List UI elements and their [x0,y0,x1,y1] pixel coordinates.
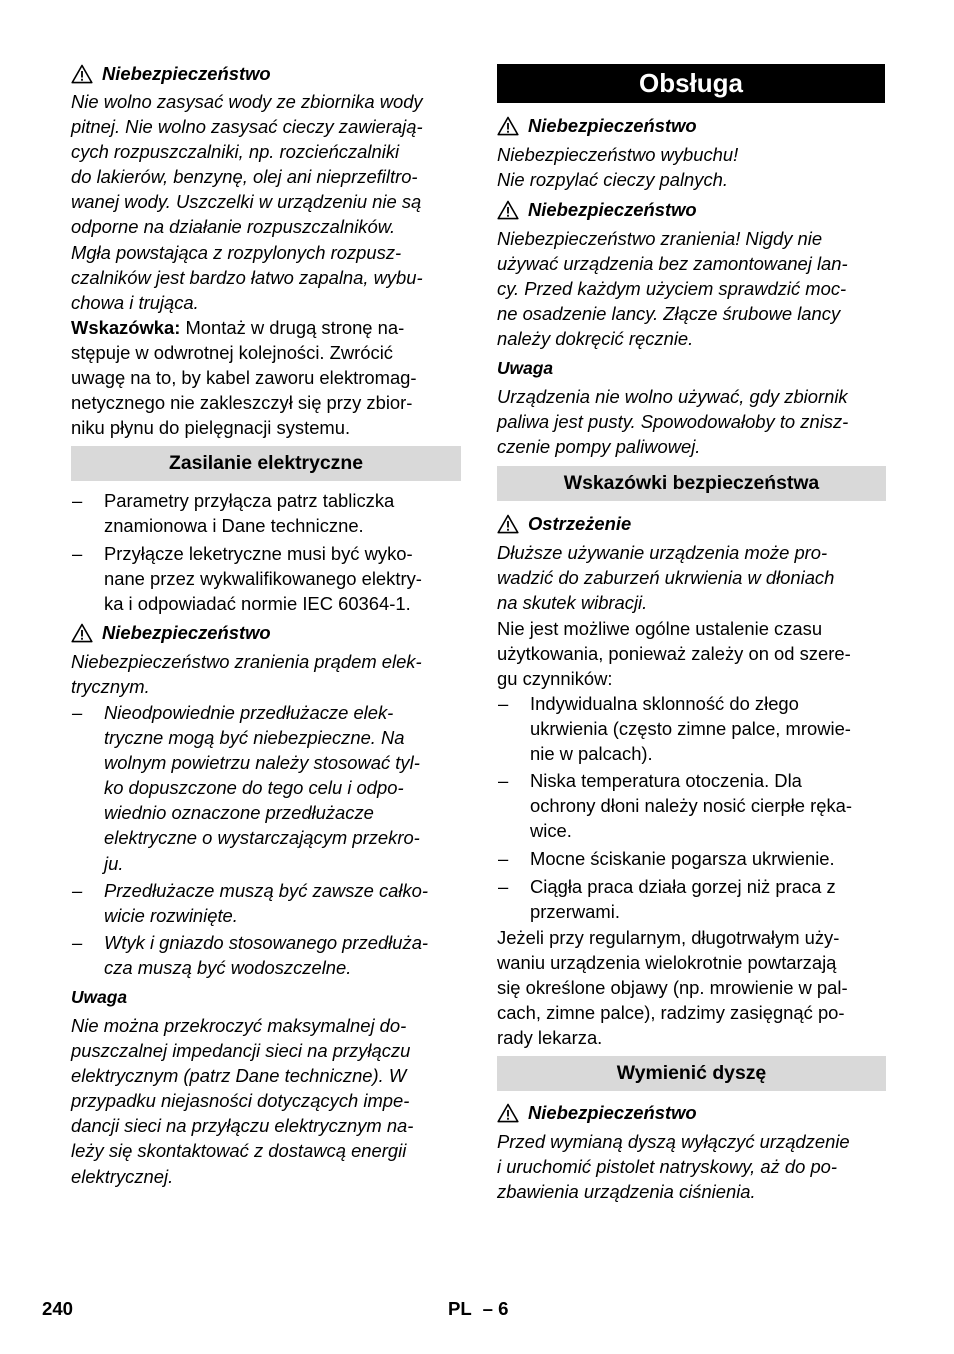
list-item [497,846,887,871]
list-bullet: – [72,490,83,511]
list-item [71,930,461,980]
text-line: ukrwienia (często zimne palce, mrowie- [530,718,851,740]
text-line: chowa i trująca. [71,291,199,313]
warning-triangle-icon [71,64,93,84]
text-line: cza muszą być wodoszczelne. [104,956,352,978]
text-line: cych rozpuszczalniki, np. rozcieńczalniki [71,141,400,163]
text-line: Jeżeli przy regularnym, długotrwałym uży- [497,927,840,948]
text-line: się określone objawy (np. mrowienie w pal- [497,977,848,999]
text-line: ochrony dłoni należy nosić cierpłe ręka- [530,795,852,817]
text-line: Przyłącze leketryczne musi być wyko- [104,543,413,565]
text-line: wice. [530,820,572,842]
text-line: czenie pompy paliwowej. [497,436,701,458]
warning-heading [497,1100,697,1125]
text-line: Nie rozpylać cieczy palnych. [497,169,728,191]
text-line: Indywidualna sklonność do złego [530,693,799,714]
text-line: Niebezpieczeństwo zranienia! Nigdy nie [497,228,823,249]
note-paragraph [71,315,461,440]
language-code: PL [448,1298,472,1319]
text-line: czalników jest bardzo łatwo zapalna, wybu- [71,266,423,288]
list-bullet: – [498,770,509,792]
text-line: elektryczne o wystarczającym przekro- [104,827,420,849]
text-line: Parametry przyłącza patrz tabliczka [104,490,395,511]
text-line: i uruchomić pistolet natryskowy, aż do po- [497,1156,838,1178]
text-line: trycznym. [71,676,150,698]
text-line: Nie jest możliwe ogólne ustalenie czasu [497,618,823,639]
text-line: nie w palcach). [530,743,653,765]
warning-text [497,540,887,615]
text-line: Niebezpieczeństwo zranienia prądem elek- [71,651,422,672]
text-line: pitnej. Nie wolno zasysać cieczy zawierają- [71,116,423,138]
warning-label: Niebezpieczeństwo [102,63,271,84]
text-line: rady lekarza. [497,1027,603,1049]
safety-list [497,691,887,924]
list-bullet: – [498,693,509,714]
page-number: 240 [42,1298,74,1319]
list-bullet: – [72,702,83,723]
text-line: Wtyk i gniazdo stosowanego przedłuża- [104,931,429,953]
warning-label: Ostrzeżenie [528,513,632,534]
note-label: Wskazówka: [71,317,181,338]
text-line: używać urządzenia bez zamontowanej lan- [497,253,848,275]
section-heading-nozzle: Wymienić dyszę [497,1056,886,1091]
text-line: Niebezpieczeństwo wybuchu! [497,144,739,165]
text-line: elektrycznej. [71,1165,174,1187]
text-line: tryczne mogą być niebezpieczne. Na [104,727,405,749]
text-line: paliwa jest pusty. Spowodowałoby to znisz- [497,411,849,433]
body-paragraph [497,925,887,1050]
text-line: użytkowania, ponieważ zależy on od szere- [497,643,851,665]
text-line: Niska temperatura otoczenia. Dla [530,770,802,792]
text-line: przypadku niejasności dotyczących impe- [71,1090,410,1112]
text-line: ka i odpowiadać normie IEC 60364-1. [104,593,411,615]
text-line: należy dokręcić ręcznie. [497,328,694,350]
text-line: niku płynu do pielęgnacji systemu. [71,417,351,439]
text-line: Przedłużacze muszą być zawsze całko- [104,879,429,901]
text-line: Mgła powstająca z rozpylonych rozpusz- [71,241,402,263]
text-line: Nie można przekroczyć maksymalnej do- [71,1015,407,1036]
list-item [497,691,887,766]
text-line: nane przez wykwalifikowanego elektry- [104,568,422,590]
list-bullet: – [498,875,509,897]
list-bullet: – [72,879,83,901]
list-bullet: – [72,543,83,565]
text-line: cy. Przed każdym użyciem sprawdzić moc- [497,278,847,300]
list-bullet: – [72,931,83,953]
text-line: Dłuższe używanie urządzenia może pro- [497,542,828,563]
text-line: Nieodpowiednie przedłużacze elek- [104,702,394,723]
text-line: Urządzenia nie wolno używać, gdy zbiornik [497,386,848,407]
text-line: wicie rozwinięte. [104,904,238,926]
warning-label: Niebezpieczeństwo [528,199,697,220]
text-line: przerwami. [530,900,620,922]
text-line: ko dopuszczone do tego celu i odpo- [104,777,404,799]
text-line: zbawienia urządzenia ciśnienia. [497,1181,756,1203]
list-bullet: – [498,847,509,869]
text-line: elektrycznym (patrz Dane techniczne). W [71,1065,407,1087]
footer-language [448,1297,508,1321]
warning-label: Niebezpieczeństwo [528,1102,697,1123]
chapter-title: Obsługa [497,64,885,103]
text-line: wadzić do zaburzeń ukrwienia w dłoniach [497,567,835,589]
list-item [71,541,461,616]
section-heading-safety: Wskazówki bezpieczeństwa [497,466,886,501]
warning-triangle-icon [497,514,519,534]
text-line: gu czynników: [497,668,613,690]
text-line: wolnym powietrzu należy stosować tyl- [104,752,420,774]
caution-text [71,1013,461,1189]
text-line: ne osadzenie lancy. Złącze śrubowe lancy [497,303,841,325]
warning-heading [497,197,697,222]
warning-text [497,226,887,351]
list-item [71,488,461,538]
text-line: wiednio oznaczone przedłużacze [104,802,374,824]
text-line: Nie wolno zasysać wody ze zbiornika wody [71,91,423,112]
page-reference: – 6 [482,1298,509,1319]
text-line: Przed wymianą dyszą wyłączyć urządzenie [497,1131,850,1152]
text-line: Mocne ściskanie pogarsza ukrwienie. [530,847,835,869]
warning-text [497,1129,887,1204]
warning-label: Niebezpieczeństwo [528,115,697,136]
warning-triangle-icon [497,1103,519,1123]
text-line: cach, zimne palce), radzimy zasięgnąć po- [497,1002,845,1024]
warning-triangle-icon [497,200,519,220]
text-line: stępuje w odwrotnej kolejności. Zwrócić [71,342,393,364]
text-line: wanej wody. Uszczelki w urządzeniu nie są [71,191,422,213]
caution-text [497,384,887,459]
body-paragraph [497,616,887,691]
section-heading-power: Zasilanie elektryczne [71,446,461,481]
list-item [71,878,461,928]
text-line: znamionowa i Dane techniczne. [104,515,364,537]
text-line: puszczalnej impedancji sieci na przyłączu [71,1040,411,1062]
warning-heading [71,620,271,645]
warning-triangle-icon [71,623,93,643]
text-line: waniu urządzenia wielokrotnie powtarzają [497,952,837,974]
text-line: uwagę na to, by kabel zaworu elektromag- [71,367,417,389]
list-item [497,768,887,843]
list-item [497,874,887,924]
text-line: leży się skontaktować z dostawcą energii [71,1140,407,1162]
warning-label: Niebezpieczeństwo [102,622,271,643]
warning-list [71,700,461,980]
warning-text [497,142,887,192]
warning-text [71,649,461,699]
text-line: Montaż w drugą stronę na- [180,317,405,338]
warning-heading [497,511,631,536]
warning-heading [71,61,271,86]
text-line: Ciągła praca działa gorzej niż praca z [530,875,836,897]
text-line: do lakierów, benzynę, olej ani nieprzefiltro- [71,166,418,188]
text-line: na skutek wibracji. [497,592,648,614]
warning-heading [497,113,697,138]
power-list [71,488,461,616]
caution-label: Uwaga [71,987,128,1007]
text-line: netycznego nie zakleszczył się przy zbior- [71,392,413,414]
list-item [71,700,461,876]
caution-label: Uwaga [497,358,554,378]
text-line: dancji sieci na przyłączu elektrycznym na- [71,1115,414,1137]
warning-triangle-icon [497,116,519,136]
text-line: ju. [104,852,124,874]
text-line: odporne na działanie rozpuszczalników. [71,216,396,238]
warning-text [71,89,461,315]
